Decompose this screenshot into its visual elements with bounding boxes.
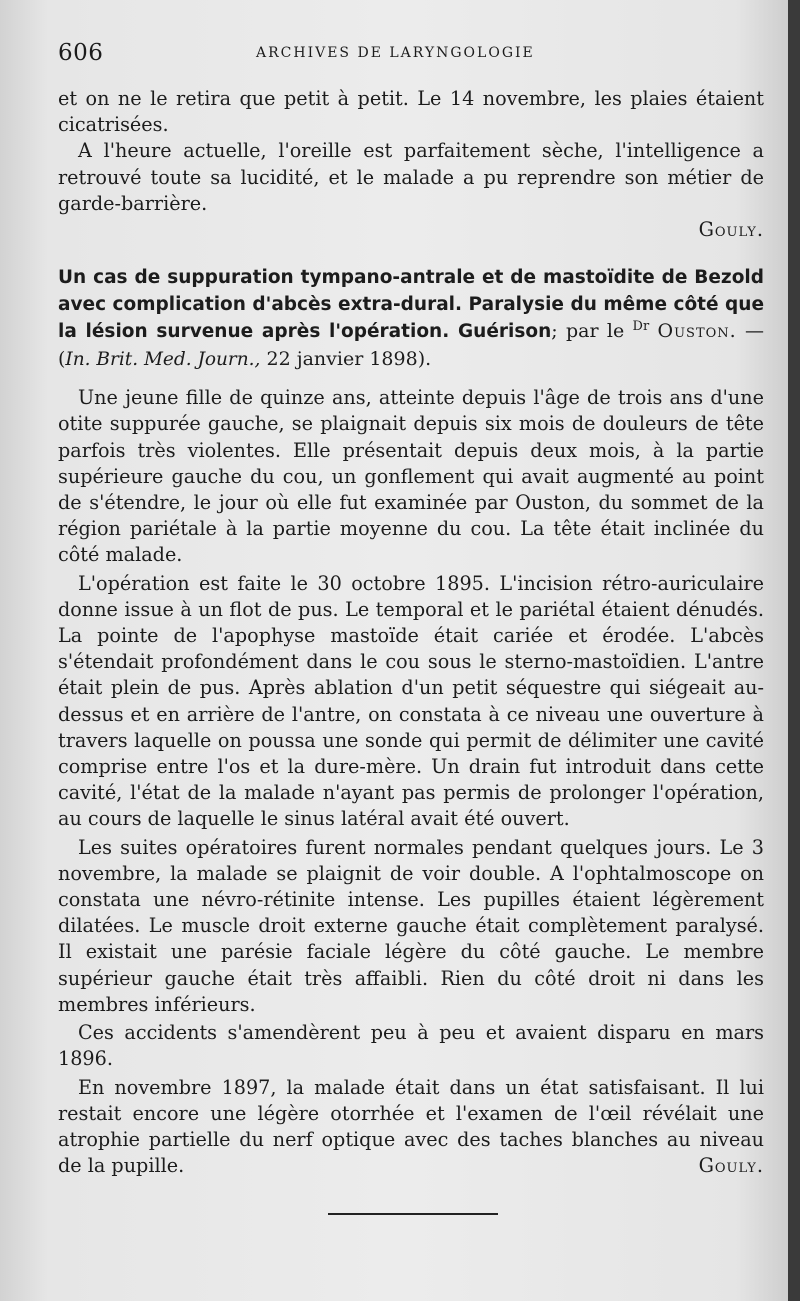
page-number: 606 <box>58 40 104 66</box>
page-edge-shadow <box>788 0 800 1301</box>
section-divider <box>328 1213 498 1215</box>
paragraph <box>58 1075 764 1180</box>
previous-article-ending <box>58 86 764 243</box>
paragraph: L'opération est faite le 30 octobre 1895. L'incision rétro-auriculaire donne issue à un flot de pus. Le temporal et le pariétal étaient dénudés. La pointe de l'apophyse mastoïde était cariée et érodée. L'abcès s'étendait profondément dans le cou sous le sterno-mastoïdien. L'antre était plein de pus. Après ablation d'un petit séquestre qui siégeait au-dessus et en arrière de l'antre, on constata à ce niveau une ouverture à travers laquelle on poussa une sonde qui permit de délimiter une cavité comprise entre l'os et la dure-mère. Un drain fut introduit dans cette cavité, l'état de la malade n'ayant pas permis de prolonger l'opération, au cours de laquelle le sinus latéral avait été ouvert. <box>58 571 764 831</box>
running-title: ARCHIVES DE LARYNGOLOGIE <box>256 45 535 61</box>
source-journal: In. Brit. Med. Journ., <box>65 348 261 370</box>
page-header <box>58 40 764 72</box>
paragraph: Les suites opératoires furent normales pendant quelques jours. Le 3 novembre, la malade se plaignit de voir double. A l'ophtalmoscope on constata une névro-rétinite intense. Les pupilles étaient légèrement dilatées. Le muscle droit externe gauche était complètement paralysé. Il existait une parésie faciale légère du côté gauche. Le membre supérieur gauche était très affaibli. Rien du côté droit ni dans les membres inférieurs. <box>58 835 764 1016</box>
paragraph: Ces accidents s'amendèrent peu à peu et avaient disparu en mars 1896. <box>58 1021 764 1071</box>
paragraph: Une jeune fille de quinze ans, atteinte depuis l'âge de trois ans d'une otite suppurée gauche, se plaignait depuis six mois de douleurs de tête parfois très violentes. Elle présentait depuis deux mois, à la partie supérieure gauche du cou, un gonflement qui avait augmenté au point de s'étendre, le jour où elle fut examinée par Ouston, du sommet de la région pariétale à la partie moyenne du cou. La tête était inclinée du côté malade. <box>58 386 764 567</box>
author-name: Ouston. <box>657 320 737 343</box>
paragraph-text: En novembre 1897, la malade était dans un état satisfaisant. Il lui restait encore une légère otorrhée et l'examen de l'œil révélait une atrophie partielle du nerf optique avec des taches blanches au niveau de la pupille. <box>58 1075 764 1178</box>
signature: Gouly. <box>698 218 764 242</box>
author-title: Dr <box>632 319 650 335</box>
article-title-bold: Un cas de suppuration tympano-antrale et de mastoïdite de Bezold avec complication d'abcès extra-dural. Paralysie du même côté que la lésion survenue après l'opération. Guérison <box>58 267 764 343</box>
paragraph-text: A l'heure actuelle, l'oreille est parfaitement sèche, l'intelligence a retrouvé toute sa lucidité, et le malade a pu reprendre son métier de garde-barrière. <box>58 139 764 215</box>
source-date: 22 janvier 1898). <box>260 347 432 370</box>
paragraph <box>58 138 764 217</box>
article-body <box>58 385 764 1179</box>
article-title: Un cas de suppuration tympano-antrale et de mastoïdite de Bezold avec complication d'abcès extra-dural. Paralysie du même côté que la lésion survenue après l'opération. Guérison; par le $^{Dr}$ Ouston. — (In. Brit. Med. Journ., 22 janvier 1898). <box>58 267 765 370</box>
signature: Gouly. <box>698 1154 764 1178</box>
paragraph: et on ne le retira que petit à petit. Le 14 novembre, les plaies étaient cicatrisées. <box>58 87 764 137</box>
